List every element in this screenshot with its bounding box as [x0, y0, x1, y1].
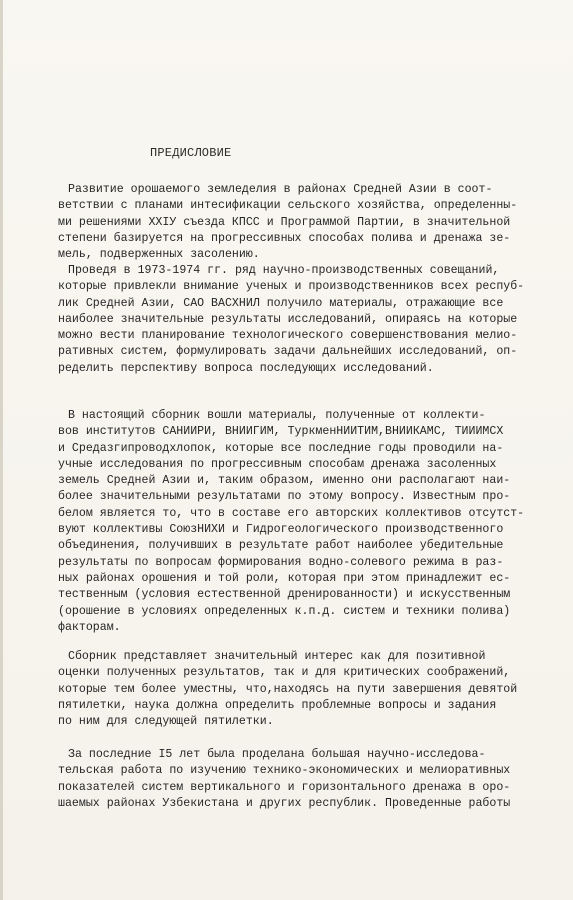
text-line: степени базируется на прогрессивных способах полива и дренажа зе-	[58, 231, 511, 245]
text-line: ветствии с планами интесификации сельского хозяйства, определенны-	[58, 199, 518, 213]
text-line: можно вести планирование технологического совершенствования мелио-	[58, 329, 518, 343]
text-line: Сборник представляет значительный интерес как для позитивной	[68, 650, 486, 663]
text-line: шаемых районах Узбекистана и других республик. Проведенные работы	[58, 796, 511, 810]
page-title: ПРЕДИСЛОВИЕ	[150, 146, 232, 160]
text-line: более значительными результатами по этому вопросу. Известным про-	[58, 490, 511, 504]
paragraph-2	[58, 263, 528, 377]
text-line: ных районах орошения и той роли, которая при этом принадлежит ес-	[58, 571, 511, 585]
text-line: учные исследования по прогрессивным способам дренажа засоленных	[58, 457, 497, 471]
text-line: наиболее значительные результаты исследований, опираясь на которые	[58, 312, 518, 326]
text-line: белом является то, что в составе его авторских коллективов отсутст-	[58, 506, 525, 520]
text-line: тественным (условия естественной дренированности) и искусственным	[58, 588, 511, 602]
paragraph-3	[58, 408, 528, 636]
text-line: ределить перспективу вопроса последующих исследований.	[58, 361, 434, 375]
text-line: которые привлекли внимание ученых и производственников всех респуб-	[58, 280, 525, 294]
text-line: мель, подверженных засолению.	[58, 248, 260, 262]
text-line: Проведя в 1973-1974 гг. ряд научно-производственных совещаний,	[68, 264, 500, 277]
text-line: результаты по вопросам формирования водно-солевого режима в раз-	[58, 555, 504, 569]
text-line: (орошение в условиях определенных к.п.д. систем и техники полива)	[58, 604, 511, 618]
text-line: вов институтов САНИИРИ, ВНИИГИМ, ТуркменНИИТИМ,ВНИИКАМС, ТИИИМСХ	[58, 425, 504, 439]
text-line: пятилетки, наука должна определить проблемные вопросы и задания	[58, 698, 497, 712]
text-line: Развитие орошаемого земледелия в районах Средней Азии в соот-	[68, 183, 493, 196]
text-line: ративных систем, формулировать задачи дальнейших исследований, оп-	[58, 345, 518, 359]
paragraph-4	[58, 649, 528, 730]
text-line: земель Средней Азии и, таким образом, именно они располагают наи-	[58, 474, 511, 488]
scan-edge	[0, 0, 3, 900]
paragraph-5	[58, 747, 528, 812]
text-line: которые тем более уместны, что,находясь на пути завершения девятой	[58, 682, 518, 696]
text-line: лик Средней Азии, САО ВАСХНИЛ получило материалы, отражающие все	[58, 296, 504, 310]
text-line: по ним для следующей пятилетки.	[58, 715, 274, 729]
text-line: ми решениями XXIУ съезда КПСС и Программой Партии, в значительной	[58, 215, 511, 229]
text-line: оценки полученных результатов, так и для критических соображений,	[58, 666, 511, 680]
paragraph-1	[58, 182, 528, 263]
text-line: показателей систем вертикального и горизонтального дренажа в оро-	[58, 780, 511, 794]
text-line: факторам.	[58, 620, 121, 634]
text-line: За последние I5 лет была проделана большая научно-исследова-	[68, 748, 486, 761]
text-line: вуют коллективы СоюзНИХИ и Гидрогеологического производственного	[58, 523, 504, 537]
text-line: и Средазгипроводхлопок, которые все последние годы проводили на-	[58, 441, 504, 455]
text-line: тельская работа по изучению технико-экономических и мелиоративных	[58, 764, 511, 778]
text-line: объединения, получивших в результате работ наиболее убедительные	[58, 539, 504, 553]
text-line: В настоящий сборник вошли материалы, полученные от коллекти-	[68, 409, 486, 422]
